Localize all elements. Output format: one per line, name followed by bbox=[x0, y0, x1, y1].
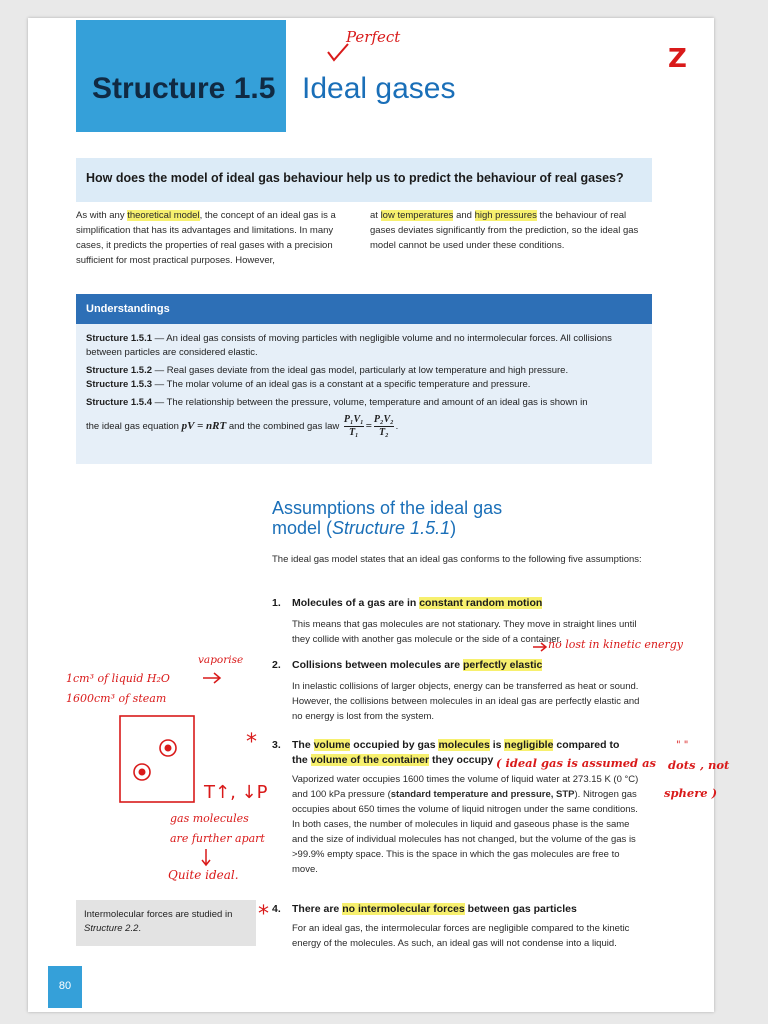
container-sketch bbox=[118, 714, 198, 806]
highlight: high pressures bbox=[474, 210, 537, 221]
assumption-2 bbox=[272, 658, 652, 724]
sidebar-text: . bbox=[138, 923, 142, 934]
handwritten-sphere: sphere ) bbox=[664, 786, 718, 800]
chapter-code: Structure 1.5 bbox=[92, 72, 276, 105]
assumption-4 bbox=[272, 902, 652, 951]
body-text: ). Nitrogen gas occupies about 650 times the volume of liquid nitrogen under the same conditions. In both cases, the number of molecules in liquid and gaseous phase is the same and the size of individual molecules has not changed, but the volume of the gas is >99.9% empty space. This is the space in which the gas molecules are free to move. bbox=[292, 789, 638, 875]
equals-sign: = bbox=[365, 420, 372, 433]
heading-text: Collisions between molecules are bbox=[292, 659, 463, 671]
handwritten-quite-ideal: Quite ideal. bbox=[168, 868, 239, 882]
understanding-item bbox=[86, 396, 642, 410]
understandings-heading: Understandings bbox=[76, 294, 652, 324]
heading-text: compared to the bbox=[292, 739, 620, 766]
highlight: low temperatures bbox=[380, 210, 454, 221]
understanding-item bbox=[86, 332, 642, 360]
fraction-denominator: T₂ bbox=[378, 427, 389, 438]
section-title bbox=[272, 498, 602, 538]
assumption-number: 4. bbox=[272, 903, 281, 915]
assumption-heading bbox=[292, 596, 652, 611]
handwritten-check-icon bbox=[326, 42, 350, 64]
assumption-number: 2. bbox=[272, 659, 281, 671]
understanding-text: the ideal gas equation bbox=[86, 421, 182, 433]
fraction-numerator: P₁V₁ bbox=[343, 414, 364, 425]
highlight: no intermolecular forces bbox=[342, 903, 465, 915]
section-title-line: Assumptions of the ideal gas bbox=[272, 498, 503, 518]
sidebar-note bbox=[76, 900, 256, 946]
handwritten-star: * bbox=[258, 902, 269, 927]
sidebar-text: Intermolecular forces are studied in bbox=[84, 909, 233, 920]
highlight: volume bbox=[313, 739, 351, 751]
understanding-code: Structure 1.5.4 bbox=[86, 397, 152, 408]
understanding-text: and the combined gas law bbox=[226, 421, 342, 433]
handwritten-far-1: gas molecules bbox=[170, 812, 249, 825]
intro-text: , the concept of an ideal gas is a simplification that has its advantages and limitations. In many cases, it predicts the properties of real gases with a precision sufficient for most practical purposes. However, bbox=[76, 210, 336, 266]
assumption-body: For an ideal gas, the intermolecular forces are negligible compared to the kinetic energy of the molecules. As such, an ideal gas will not condense into a liquid. bbox=[292, 923, 630, 949]
heading-text: they occupy bbox=[429, 754, 494, 766]
heading-text: The bbox=[292, 739, 314, 751]
heading-text: Molecules of a gas are in bbox=[292, 597, 420, 609]
ideal-gas-equation: pV = nRT bbox=[181, 420, 227, 433]
assumption-body: In inelastic collisions of larger objects, energy can be transferred as heat or sound. However, the collisions between molecules in an ideal gas are perfectly elastic and no energy is lost from the system. bbox=[292, 681, 640, 722]
intro-text: As with any bbox=[76, 210, 128, 221]
highlight: volume of the container bbox=[310, 754, 430, 766]
intro-text: the behaviour of real gases deviates significantly from the prediction, so the ideal gas model cannot be used under these conditions. bbox=[370, 210, 639, 251]
handwritten-star: * bbox=[246, 730, 257, 755]
fraction-left bbox=[344, 414, 364, 439]
understanding-item bbox=[86, 378, 642, 392]
intro-right bbox=[370, 208, 648, 253]
heading-text: between gas particles bbox=[464, 903, 577, 915]
handwritten-not: , not bbox=[700, 758, 730, 772]
highlight: constant random motion bbox=[419, 597, 543, 609]
section-title-line: ) bbox=[450, 518, 457, 538]
assumption-body: This means that gas molecules are not stationary. They move in straight lines until they collide with another gas molecule or the side of a container. bbox=[292, 619, 637, 645]
body-text: Vaporized water occupies 1600 times the volume of liquid water at 273.15 K (0 °C) and 100 kPa pressure ( bbox=[292, 774, 639, 800]
highlight: negligible bbox=[504, 739, 554, 751]
assumption-heading bbox=[292, 902, 652, 917]
understanding-code: Structure 1.5.2 bbox=[86, 365, 152, 376]
highlight: theoretical model bbox=[127, 210, 200, 221]
intro-text: and bbox=[453, 210, 475, 221]
handwritten-temp-pressure: T↑, ↓P bbox=[204, 782, 268, 803]
section-intro: The ideal gas model states that an ideal gas conforms to the following five assumptions: bbox=[272, 554, 642, 565]
handwritten-dots: dots bbox=[668, 758, 696, 772]
chapter-title: Ideal gases bbox=[302, 72, 456, 105]
handwritten-no-lost: no lost in kinetic energy bbox=[548, 638, 683, 651]
body-bold: standard temperature and pressure, STP bbox=[390, 789, 575, 800]
handwritten-vaporise: vaporise bbox=[198, 654, 244, 666]
assumption-heading bbox=[292, 658, 652, 673]
section-title-line: model ( bbox=[272, 518, 333, 538]
sidebar-reference: Structure 2.2 bbox=[84, 923, 139, 934]
handwritten-arrow-icon bbox=[202, 672, 222, 684]
assumption-number: 3. bbox=[272, 739, 281, 751]
section-title-reference: Structure 1.5.1 bbox=[332, 518, 451, 538]
page-number: 80 bbox=[48, 966, 82, 1008]
handwritten-steam: 1600cm³ of steam bbox=[66, 692, 167, 705]
fraction-numerator: P₂V₂ bbox=[373, 414, 394, 425]
understanding-text: — The relationship between the pressure, volume, temperature and amount of an ideal gas is shown in bbox=[152, 397, 588, 408]
handwritten-ideal-assumed: ( ideal gas is assumed as bbox=[496, 756, 657, 770]
handwritten-liquid: 1cm³ of liquid H₂O bbox=[66, 672, 170, 685]
intro-text: at bbox=[370, 210, 381, 221]
highlight: perfectly elastic bbox=[462, 659, 543, 671]
understanding-code: Structure 1.5.1 bbox=[86, 333, 152, 344]
period: . bbox=[395, 421, 399, 433]
understanding-text: — Real gases deviate from the ideal gas model, particularly at low temperature and high pressure. bbox=[152, 365, 569, 376]
understanding-text: — The molar volume of an ideal gas is a constant at a specific temperature and pressure. bbox=[152, 379, 531, 390]
handwritten-arrow-icon bbox=[200, 848, 212, 868]
assumption-body bbox=[292, 772, 642, 877]
handwritten-far-2: are further apart bbox=[170, 832, 265, 845]
guiding-question-box bbox=[76, 158, 652, 202]
handwritten-arrow-icon bbox=[532, 642, 548, 652]
understanding-text: — An ideal gas consists of moving particles with negligible volume and no intermolecular forces. All collisions between particles are considered elastic. bbox=[86, 333, 612, 358]
intro-left bbox=[76, 208, 344, 268]
understandings-box bbox=[76, 324, 652, 464]
heading-text: occupied by gas bbox=[350, 739, 439, 751]
assumption-number: 1. bbox=[272, 597, 281, 609]
heading-text: There are bbox=[292, 903, 343, 915]
equation-line bbox=[86, 414, 642, 439]
fraction-right bbox=[374, 414, 394, 439]
handwritten-perfect: Perfect bbox=[346, 28, 401, 46]
handwritten-quotes: " " bbox=[676, 740, 689, 751]
understanding-code: Structure 1.5.3 bbox=[86, 379, 152, 390]
fraction-denominator: T₁ bbox=[348, 427, 359, 438]
understanding-item bbox=[86, 364, 642, 378]
highlight: molecules bbox=[438, 739, 490, 751]
guiding-question: How does the model of ideal gas behaviour help us to predict the behaviour of real gases? bbox=[86, 171, 624, 185]
handwritten-grade: Z bbox=[668, 44, 687, 74]
heading-text: is bbox=[489, 739, 505, 751]
